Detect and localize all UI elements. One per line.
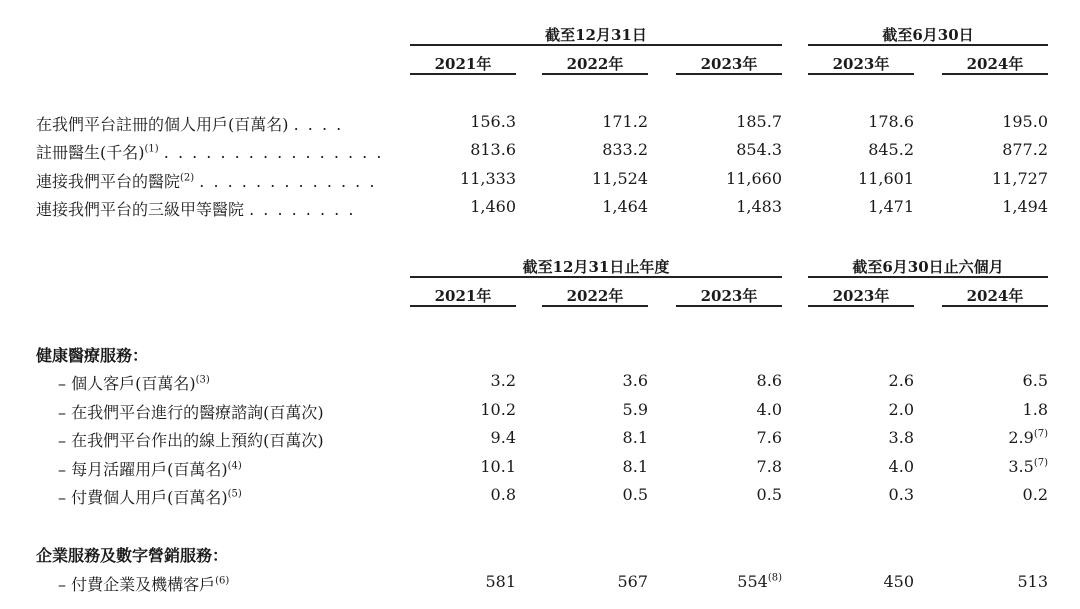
row-label-online-appointments: – 在我們平台作出的線上預約(百萬次) (58, 431, 324, 450)
row-label-paying-users: – 付費個人用戶(百萬名)$^{(5)}$ (58, 488, 242, 507)
group-rule (808, 276, 1048, 278)
value-cell: 1,471 (868, 197, 914, 216)
row-label-consultations: – 在我們平台進行的醫療諮詢(百萬次) (58, 403, 324, 422)
value-cell: 3.5$^{(7)}$ (1008, 457, 1048, 476)
value-cell: 1,464 (602, 197, 648, 216)
value-cell: 854.3 (736, 140, 782, 159)
value-cell: 4.0 (888, 457, 914, 476)
value-cell: 0.5 (622, 485, 648, 504)
value-cell: 8.1 (622, 457, 648, 476)
value-cell: 10.2 (480, 400, 516, 419)
group-rule (410, 276, 782, 278)
value-cell: 6.5 (1022, 371, 1048, 390)
year-rule (676, 305, 782, 307)
year-rule (410, 73, 516, 75)
value-cell: 0.5 (756, 485, 782, 504)
value-cell: 1.8 (1022, 400, 1048, 419)
year-header: 2022年 (566, 287, 624, 305)
value-cell: 11,660 (726, 169, 782, 188)
row-label-paying-enterprises: – 付費企業及機構客戶$^{(6)}$ (58, 575, 230, 594)
value-cell: 171.2 (602, 112, 648, 131)
year-header: 2021年 (434, 55, 492, 73)
value-cell: 0.8 (490, 485, 516, 504)
value-cell: 1,483 (736, 197, 782, 216)
value-cell: 877.2 (1002, 140, 1048, 159)
value-cell: 1,460 (470, 197, 516, 216)
value-cell: 2.0 (888, 400, 914, 419)
value-cell: 5.9 (622, 400, 648, 419)
year-rule (808, 305, 914, 307)
year-header: 2021年 (434, 287, 492, 305)
footnote-ref: (7) (1033, 457, 1048, 469)
value-cell: 185.7 (736, 112, 782, 131)
group-rule (410, 44, 782, 46)
value-cell: 11,333 (460, 169, 516, 188)
section-title-healthcare: 健康醫療服務： (36, 346, 149, 365)
value-cell: 450 (883, 572, 914, 591)
value-cell: 3.6 (622, 371, 648, 390)
value-cell: 7.8 (756, 457, 782, 476)
value-cell: 1,494 (1002, 197, 1048, 216)
value-cell: 581 (485, 572, 516, 591)
value-cell: 0.2 (1022, 485, 1048, 504)
group-header-dec31: 截至12月31日 (545, 26, 647, 44)
footnote-ref: (7) (1033, 428, 1048, 440)
value-cell: 813.6 (470, 140, 516, 159)
year-header: 2024年 (966, 287, 1024, 305)
year-rule (808, 73, 914, 75)
value-cell: 7.6 (756, 428, 782, 447)
row-label-mau: – 每月活躍用戶(百萬名)$^{(4)}$ (58, 460, 242, 479)
year-rule (542, 305, 648, 307)
value-cell: 10.1 (480, 457, 516, 476)
row-label-connected-hospitals: 連接我們平台的醫院$^{(2)}$ . . . . . . . . . . . . . (36, 172, 377, 191)
year-rule (410, 305, 516, 307)
year-header: 2024年 (966, 55, 1024, 73)
value-cell: 178.6 (868, 112, 914, 131)
year-header: 2023年 (832, 287, 890, 305)
value-cell: 195.0 (1002, 112, 1048, 131)
value-cell: 156.3 (470, 112, 516, 131)
group-header-year-ended: 截至12月31日止年度 (522, 258, 670, 276)
year-rule (676, 73, 782, 75)
group-rule (808, 44, 1048, 46)
year-rule (942, 73, 1048, 75)
value-cell: 11,601 (858, 169, 914, 188)
value-cell: 845.2 (868, 140, 914, 159)
value-cell: 0.3 (888, 485, 914, 504)
value-cell: 2.9$^{(7)}$ (1008, 428, 1048, 447)
value-cell: 2.6 (888, 371, 914, 390)
value-cell: 3.8 (888, 428, 914, 447)
value-cell: 11,727 (992, 169, 1048, 188)
year-rule (542, 73, 648, 75)
value-cell: 4.0 (756, 400, 782, 419)
year-rule (942, 305, 1048, 307)
value-cell: 513 (1017, 572, 1048, 591)
value-cell: 833.2 (602, 140, 648, 159)
year-header: 2023年 (832, 55, 890, 73)
value-cell: 554$^{(8)}$ (737, 572, 782, 591)
group-header-six-months: 截至6月30日止六個月 (852, 258, 1004, 276)
year-header: 2023年 (700, 287, 758, 305)
row-label-registered-users: 在我們平台註冊的個人用戶(百萬名) . . . . (36, 115, 344, 134)
row-label-registered-doctors: 註冊醫生(千名)$^{(1)}$ . . . . . . . . . . . . . . . . (36, 143, 384, 162)
footnote-ref: (8) (767, 572, 782, 584)
section-title-enterprise: 企業服務及數字營銷服務： (36, 546, 229, 565)
row-label-individual-customers: – 個人客戶(百萬名)$^{(3)}$ (58, 374, 210, 393)
value-cell: 11,524 (592, 169, 648, 188)
value-cell: 9.4 (490, 428, 516, 447)
value-cell: 8.1 (622, 428, 648, 447)
year-header: 2022年 (566, 55, 624, 73)
row-label-tier3-hospitals: 連接我們平台的三級甲等醫院 . . . . . . . . (36, 200, 356, 219)
value-cell: 3.2 (490, 371, 516, 390)
value-cell: 8.6 (756, 371, 782, 390)
year-header: 2023年 (700, 55, 758, 73)
value-cell: 567 (617, 572, 648, 591)
group-header-jun30: 截至6月30日 (882, 26, 974, 44)
